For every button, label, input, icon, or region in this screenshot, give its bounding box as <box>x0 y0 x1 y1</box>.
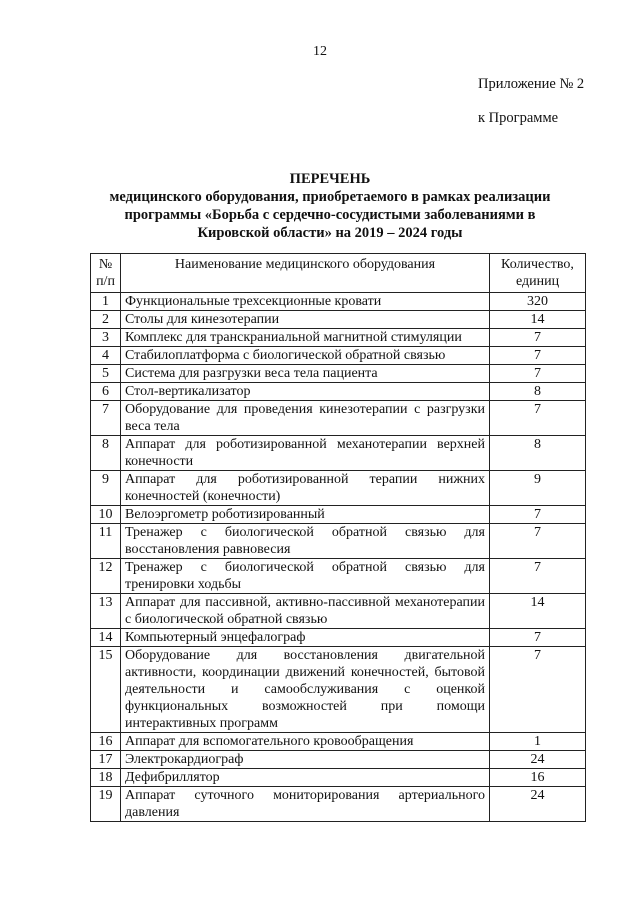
table-row <box>91 559 586 594</box>
table-row <box>91 329 586 347</box>
title-line-3: программы «Борьба с сердечно-сосудистыми заболеваниями в <box>124 207 536 223</box>
table-row <box>91 506 586 524</box>
equipment-name: Дефибриллятор <box>121 769 490 787</box>
equipment-name: Аппарат для роботизированной механотерапии верхней конечности <box>121 436 490 471</box>
equipment-name: Тренажер с биологической обратной связью для восстановления равновесия <box>121 524 490 559</box>
table-row <box>91 347 586 365</box>
program-label: к Программе <box>478 110 559 126</box>
equipment-name: Тренажер с биологической обратной связью для тренировки ходьбы <box>121 559 490 594</box>
equipment-quantity: 320 <box>490 293 586 311</box>
equipment-name: Оборудование для восстановления двигательной активности, координации движений конечностей, бытовой деятельности и самообслуживания с оценкой функциональных возможностей при помощи интерактивных программ <box>121 647 490 733</box>
page-number: 12 <box>313 44 327 59</box>
equipment-quantity: 7 <box>490 559 586 594</box>
header-num: № п/п <box>91 254 121 293</box>
row-number: 13 <box>91 594 121 629</box>
equipment-name: Аппарат для пассивной, активно-пассивной механотерапии с биологической обратной связью <box>121 594 490 629</box>
equipment-quantity: 7 <box>490 329 586 347</box>
equipment-name: Аппарат для роботизированной терапии нижних конечностей (конечности) <box>121 471 490 506</box>
equipment-quantity: 7 <box>490 506 586 524</box>
equipment-quantity: 8 <box>490 383 586 401</box>
equipment-name: Стол-вертикализатор <box>121 383 490 401</box>
equipment-name: Стабилоплатформа с биологической обратной связью <box>121 347 490 365</box>
table-row <box>91 647 586 733</box>
equipment-quantity: 7 <box>490 629 586 647</box>
equipment-name: Столы для кинезотерапии <box>121 311 490 329</box>
equipment-name: Оборудование для проведения кинезотерапии с разгрузки веса тела <box>121 401 490 436</box>
equipment-name: Система для разгрузки веса тела пациента <box>121 365 490 383</box>
row-number: 18 <box>91 769 121 787</box>
row-number: 6 <box>91 383 121 401</box>
row-number: 1 <box>91 293 121 311</box>
row-number: 19 <box>91 787 121 822</box>
header-qty: Количество, единиц <box>490 254 586 293</box>
table-row <box>91 471 586 506</box>
table-row <box>91 594 586 629</box>
row-number: 11 <box>91 524 121 559</box>
equipment-name: Компьютерный энцефалограф <box>121 629 490 647</box>
row-number: 15 <box>91 647 121 733</box>
title-line-1: ПЕРЕЧЕНЬ <box>289 171 371 187</box>
equipment-quantity: 7 <box>490 647 586 733</box>
document-title <box>80 170 580 242</box>
equipment-quantity: 24 <box>490 751 586 769</box>
table-row <box>91 751 586 769</box>
table-header-row <box>91 254 586 293</box>
equipment-name: Функциональные трехсекционные кровати <box>121 293 490 311</box>
row-number: 17 <box>91 751 121 769</box>
equipment-quantity: 14 <box>490 311 586 329</box>
row-number: 10 <box>91 506 121 524</box>
table-row <box>91 436 586 471</box>
equipment-quantity: 14 <box>490 594 586 629</box>
equipment-quantity: 8 <box>490 436 586 471</box>
table-row <box>91 629 586 647</box>
equipment-quantity: 24 <box>490 787 586 822</box>
table-row <box>91 787 586 822</box>
equipment-name: Аппарат для вспомогательного кровообращения <box>121 733 490 751</box>
table-row <box>91 733 586 751</box>
table-row <box>91 524 586 559</box>
table-row <box>91 311 586 329</box>
table-row <box>91 383 586 401</box>
table-row <box>91 401 586 436</box>
table-row <box>91 293 586 311</box>
row-number: 7 <box>91 401 121 436</box>
row-number: 8 <box>91 436 121 471</box>
equipment-quantity: 16 <box>490 769 586 787</box>
title-line-2: медицинского оборудования, приобретаемого в рамках реализации <box>109 189 551 205</box>
row-number: 5 <box>91 365 121 383</box>
equipment-table <box>90 253 586 822</box>
row-number: 16 <box>91 733 121 751</box>
row-number: 4 <box>91 347 121 365</box>
header-name: Наименование медицинского оборудования <box>121 254 490 293</box>
equipment-quantity: 7 <box>490 365 586 383</box>
title-line-4: Кировской области» на 2019 – 2024 годы <box>197 225 463 241</box>
appendix-label: Приложение № 2 <box>478 76 585 92</box>
equipment-quantity: 7 <box>490 347 586 365</box>
row-number: 9 <box>91 471 121 506</box>
table-row <box>91 365 586 383</box>
row-number: 12 <box>91 559 121 594</box>
table-row <box>91 769 586 787</box>
row-number: 3 <box>91 329 121 347</box>
equipment-quantity: 9 <box>490 471 586 506</box>
row-number: 2 <box>91 311 121 329</box>
equipment-name: Аппарат суточного мониторирования артериального давления <box>121 787 490 822</box>
equipment-name: Комплекс для транскраниальной магнитной стимуляции <box>121 329 490 347</box>
row-number: 14 <box>91 629 121 647</box>
equipment-name: Велоэргометр роботизированный <box>121 506 490 524</box>
equipment-name: Электрокардиограф <box>121 751 490 769</box>
equipment-quantity: 1 <box>490 733 586 751</box>
equipment-quantity: 7 <box>490 524 586 559</box>
equipment-quantity: 7 <box>490 401 586 436</box>
